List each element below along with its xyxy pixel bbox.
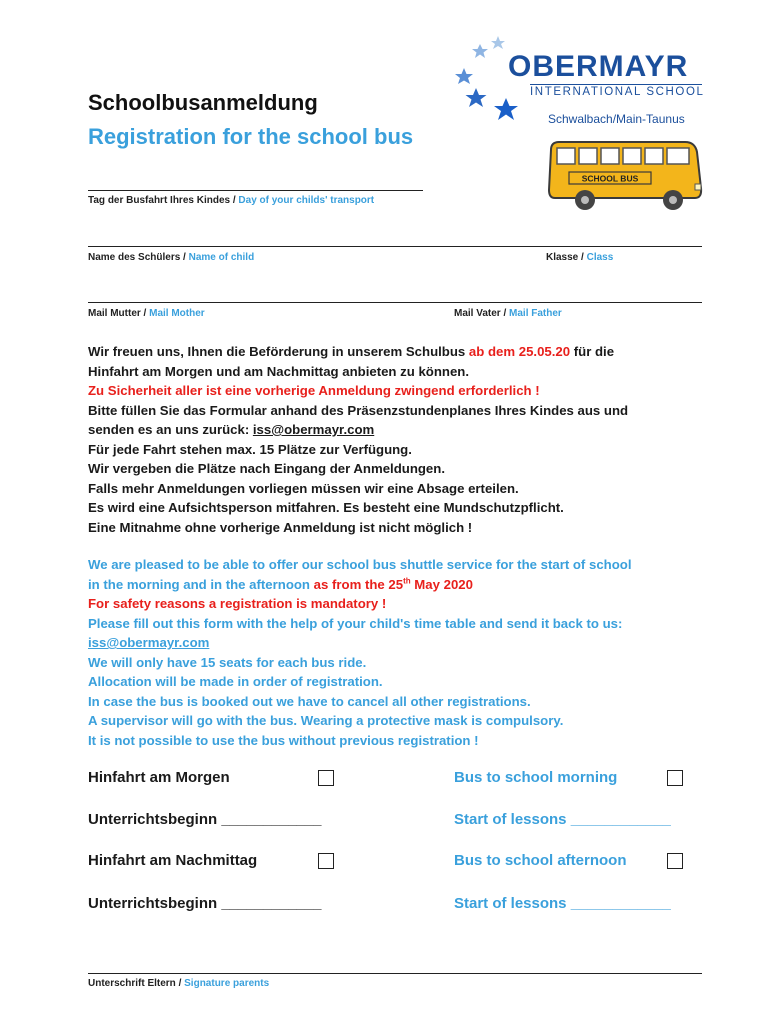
mail-mother-label: Mail Mutter / Mail Mother bbox=[88, 308, 205, 319]
afternoon-label-en: Bus to school afternoon bbox=[454, 852, 627, 869]
mail-father-label: Mail Vater / Mail Father bbox=[454, 308, 562, 319]
english-information: We are pleased to be able to offer our school bus shuttle service for the start of school in the morning and in the afternoon as from the 25th May 2020 For safety reasons a registration is mandatory ! Please fill out this form with the help of your child's time table and send it back to us: iss@obermayr.com We will only have 15 seats for each bus ride. Allocation will be made in order of registration. In case the bus is booked out we have to cancel all other registrations. A supervisor will go with the bus. Wearing a protective mask is compulsory. It is not possible to use the bus without previous registration ! bbox=[88, 557, 632, 748]
logo-name: OBERMAYR bbox=[508, 50, 689, 83]
lesson-start-morning-de[interactable]: Unterrichtsbeginn ____________ bbox=[88, 811, 322, 828]
logo-subtitle: INTERNATIONAL SCHOOL bbox=[530, 86, 705, 98]
email-link-de[interactable]: iss@obermayr.com bbox=[252, 422, 375, 437]
day-of-transport-line[interactable] bbox=[88, 190, 423, 191]
lesson-start-morning-en[interactable]: Start of lessons ____________ bbox=[454, 811, 671, 828]
logo-divider bbox=[530, 84, 702, 85]
star-icon bbox=[466, 88, 487, 107]
child-name-line[interactable] bbox=[88, 246, 702, 247]
mail-line[interactable] bbox=[88, 302, 702, 303]
page-subtitle: Registration for the school bus bbox=[88, 124, 414, 149]
morning-checkbox-de[interactable] bbox=[318, 770, 334, 786]
school-bus-illustration bbox=[545, 138, 705, 214]
page-title: Schoolbusanmeldung bbox=[88, 90, 318, 115]
email-link-en[interactable]: iss@obermayr.com bbox=[88, 635, 210, 650]
morning-checkbox-en[interactable] bbox=[667, 770, 683, 786]
class-label: Klasse / Class bbox=[546, 252, 614, 263]
afternoon-checkbox-en[interactable] bbox=[667, 853, 683, 869]
logo-location: Schwalbach/Main-Taunus bbox=[548, 112, 685, 126]
star-icon bbox=[491, 36, 505, 49]
lesson-start-afternoon-en[interactable]: Start of lessons ____________ bbox=[454, 895, 671, 912]
signature-line[interactable] bbox=[88, 973, 702, 974]
afternoon-label-de: Hinfahrt am Nachmittag bbox=[88, 852, 258, 869]
lesson-start-afternoon-de[interactable]: Unterrichtsbeginn ____________ bbox=[88, 895, 322, 912]
star-icon bbox=[472, 44, 488, 58]
signature-label: Unterschrift Eltern / Signature parents bbox=[88, 978, 270, 989]
afternoon-checkbox-de[interactable] bbox=[318, 853, 334, 869]
child-name-label: Name des Schülers / Name of child bbox=[88, 252, 255, 263]
day-of-transport-label: Tag der Busfahrt Ihres Kindes / Day of your childs' transport bbox=[88, 195, 375, 206]
star-icon bbox=[455, 68, 473, 84]
bus-sign: SCHOOL BUS bbox=[581, 173, 639, 184]
morning-label-de: Hinfahrt am Morgen bbox=[88, 769, 230, 786]
star-icon bbox=[494, 98, 518, 120]
german-information: Wir freuen uns, Ihnen die Beförderung in unserem Schulbus ab dem 25.05.20 für die Hinfahrt am Morgen und am Nachmittag anbieten zu können. Zu Sicherheit aller ist eine vorherige Anmeldung zwingend erforderlich ! Bitte füllen Sie das Formular anhand des Präsenzstundenplanes Ihres Kindes aus und senden es an uns zurück: iss@obermayr.com Für jede Fahrt stehen max. 15 Plätze zur Verfügung. Wir vergeben die Plätze nach Eingang der Anmeldungen. Falls mehr Anmeldungen vorliegen müssen wir eine Absage erteilen. Es wird eine Aufsichtsperson mitfahren. Es besteht eine Mundschutzpflicht. Eine Mitnahme ohne vorherige Anmeldung ist nicht möglich ! bbox=[88, 344, 629, 535]
morning-label-en: Bus to school morning bbox=[454, 769, 618, 786]
